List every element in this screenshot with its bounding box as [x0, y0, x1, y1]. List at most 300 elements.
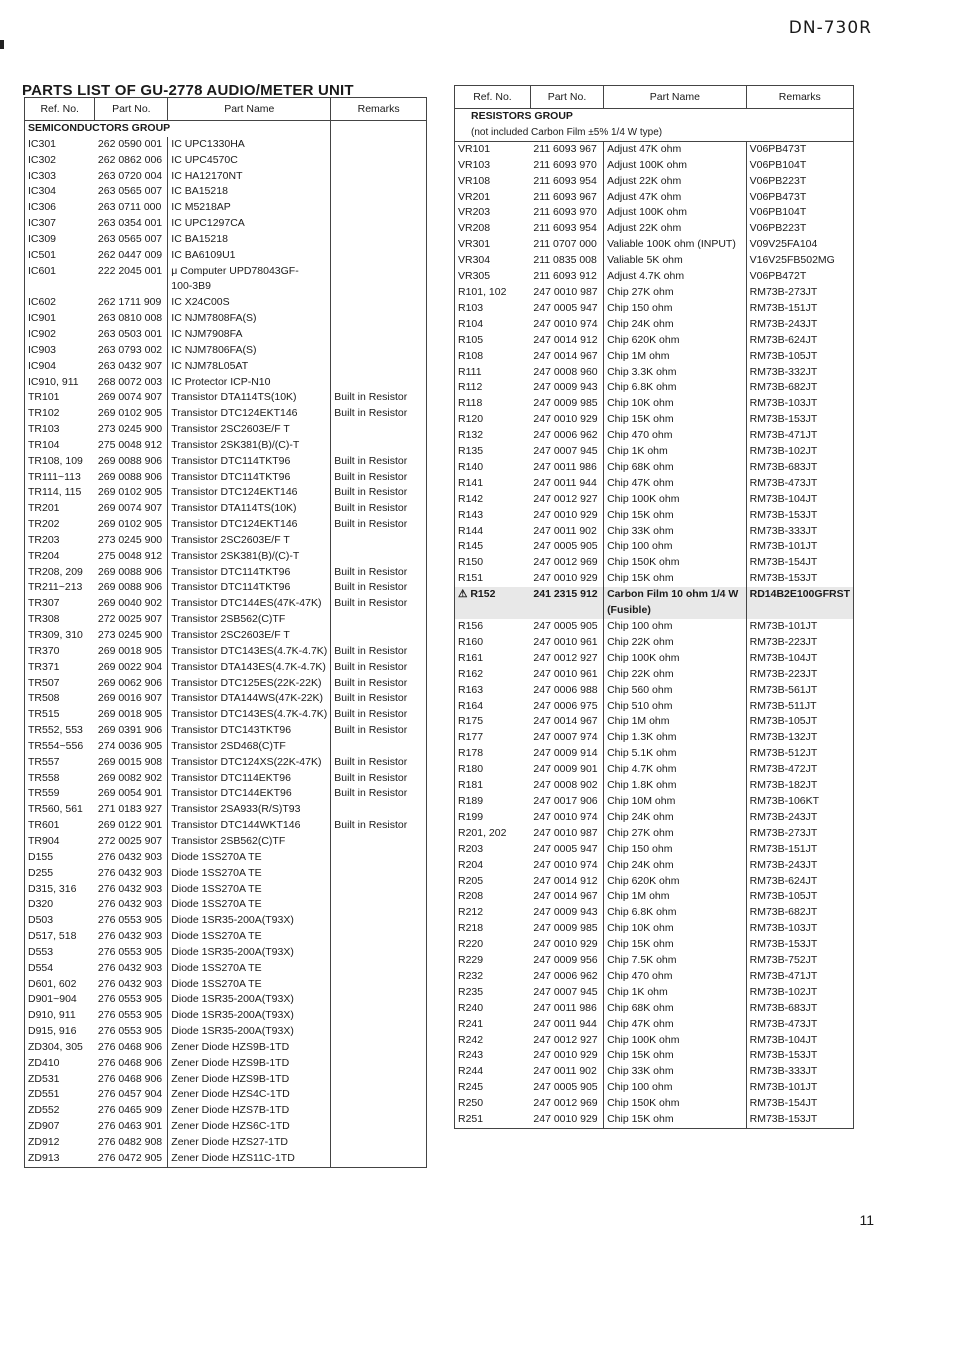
table-row: [455, 587, 854, 603]
col-part-header: Part No.: [95, 98, 168, 121]
ref-cell: IC306: [25, 200, 95, 216]
part-name-cell: Chip 47K ohm: [604, 476, 747, 492]
remarks-cell: RM73B-752JT: [746, 953, 853, 969]
table-row: [455, 205, 854, 221]
ref-cell: VR201: [455, 190, 531, 206]
part-name-cell: Chip 15K ohm: [604, 571, 747, 587]
table-row: [25, 248, 427, 264]
remarks-cell: RM73B-154JT: [746, 1096, 853, 1112]
part-no-cell: 269 0102 905: [95, 406, 168, 422]
part-name-cell: Transistor 2SC2603E/F T: [168, 533, 331, 549]
ref-cell: IC601: [25, 264, 95, 280]
group-heading: RESISTORS GROUP: [455, 109, 854, 125]
remarks-cell: [331, 264, 427, 280]
remarks-cell: [331, 929, 427, 945]
part-no-cell: 211 6093 967: [530, 141, 603, 157]
remarks-cell: RM73B-153JT: [746, 508, 853, 524]
ref-cell: D910, 911: [25, 1008, 95, 1024]
part-no-cell: 222 2045 001: [95, 264, 168, 280]
remarks-cell: RM73B-106KT: [746, 794, 853, 810]
ref-cell: R163: [455, 683, 531, 699]
part-name-cell: Adjust 47K ohm: [604, 190, 747, 206]
remarks-cell: RM73B-132JT: [746, 730, 853, 746]
table-row: [25, 533, 427, 549]
ref-cell: R232: [455, 969, 531, 985]
part-no-cell: 211 0707 000: [530, 237, 603, 253]
part-name-cell: Diode 1SS270A TE: [168, 961, 331, 977]
ref-cell: TR601: [25, 818, 95, 834]
table-row: [25, 137, 427, 153]
remarks-cell: [746, 603, 853, 619]
ref-cell: TR309, 310: [25, 628, 95, 644]
part-name-cell: Chip 68K ohm: [604, 1001, 747, 1017]
remarks-cell: [331, 438, 427, 454]
table-row: [25, 913, 427, 929]
table-row: [455, 253, 854, 269]
ref-cell: R120: [455, 412, 531, 428]
remarks-cell: [331, 850, 427, 866]
remarks-cell: RM73B-243JT: [746, 317, 853, 333]
ref-cell: D155: [25, 850, 95, 866]
remarks-cell: [331, 533, 427, 549]
part-name-cell: Transistor DTC143ES(4.7K-4.7K): [168, 707, 331, 723]
ref-cell: D553: [25, 945, 95, 961]
part-no-cell: 247 0010 974: [530, 858, 603, 874]
table-row: [25, 390, 427, 406]
table-row: [25, 232, 427, 248]
table-row: [25, 961, 427, 977]
remarks-cell: Built in Resistor: [331, 501, 427, 517]
table-row: [455, 1096, 854, 1112]
remarks-cell: RM73B-101JT: [746, 619, 853, 635]
remarks-cell: [331, 834, 427, 850]
ref-cell: R145: [455, 539, 531, 555]
ref-cell: IC301: [25, 137, 95, 153]
remarks-cell: RM73B-682JT: [746, 380, 853, 396]
remarks-cell: V06PB223T: [746, 174, 853, 190]
table-row: [455, 1017, 854, 1033]
ref-cell: R201, 202: [455, 826, 531, 842]
part-no-cell: 268 0072 003: [95, 375, 168, 391]
ref-cell: R150: [455, 555, 531, 571]
remarks-cell: RM73B-243JT: [746, 858, 853, 874]
ref-cell: VR203: [455, 205, 531, 221]
part-name-cell: Chip 47K ohm: [604, 1017, 747, 1033]
ref-cell: VR101: [455, 141, 531, 157]
part-name-cell: Chip 620K ohm: [604, 333, 747, 349]
table-row: [455, 428, 854, 444]
table-row: [455, 826, 854, 842]
table-row: [25, 755, 427, 771]
part-name-cell: Zener Diode HZS11C-1TD: [168, 1151, 331, 1167]
remarks-cell: RM73B-333JT: [746, 1064, 853, 1080]
table-row: [455, 730, 854, 746]
part-name-cell: Transistor 2SD468(C)TF: [168, 739, 331, 755]
ref-cell: R220: [455, 937, 531, 953]
part-no-cell: 247 0005 905: [530, 1080, 603, 1096]
part-no-cell: 269 0088 906: [95, 454, 168, 470]
part-no-cell: 211 6093 912: [530, 269, 603, 285]
part-no-cell: 247 0009 985: [530, 396, 603, 412]
part-no-cell: 247 0010 974: [530, 317, 603, 333]
part-no-cell: 247 0008 960: [530, 365, 603, 381]
table-row: [455, 969, 854, 985]
remarks-cell: V16V25FB502MG: [746, 253, 853, 269]
ref-cell: TR101: [25, 390, 95, 406]
ref-cell: TR102: [25, 406, 95, 422]
ref-cell: TR515: [25, 707, 95, 723]
ref-cell: ZD912: [25, 1135, 95, 1151]
table-row: [455, 905, 854, 921]
part-name-cell: Transistor DTC124EKT146: [168, 517, 331, 533]
table-row: [455, 714, 854, 730]
table-row: [455, 571, 854, 587]
remarks-cell: [331, 549, 427, 565]
table-row: [25, 1008, 427, 1024]
ref-cell: R218: [455, 921, 531, 937]
part-name-cell: Diode 1SR35-200A(T93X): [168, 1024, 331, 1040]
table-row: [25, 992, 427, 1008]
ref-cell: R241: [455, 1017, 531, 1033]
table-row: [25, 1056, 427, 1072]
part-no-cell: 247 0009 943: [530, 905, 603, 921]
part-name-cell: Chip 4.7K ohm: [604, 762, 747, 778]
table-row: [25, 1024, 427, 1040]
part-no-cell: 247 0012 969: [530, 555, 603, 571]
ref-cell: D517, 518: [25, 929, 95, 945]
table-row: [455, 460, 854, 476]
part-no-cell: 269 0015 908: [95, 755, 168, 771]
part-no-cell: 276 0432 903: [95, 961, 168, 977]
table-row: [455, 412, 854, 428]
part-name-cell: Chip 15K ohm: [604, 937, 747, 953]
ref-cell: TR308: [25, 612, 95, 628]
remarks-cell: RD14B2E100GFRST: [746, 587, 853, 603]
remarks-cell: Built in Resistor: [331, 470, 427, 486]
part-no-cell: 269 0016 907: [95, 691, 168, 707]
part-name-cell: IC M5218AP: [168, 200, 331, 216]
part-no-cell: 247 0011 902: [530, 1064, 603, 1080]
ref-cell: D503: [25, 913, 95, 929]
part-no-cell: 269 0122 901: [95, 818, 168, 834]
part-no-cell: 241 2315 912: [530, 587, 603, 603]
part-no-cell: 276 0553 905: [95, 913, 168, 929]
part-no-cell: 247 0011 986: [530, 460, 603, 476]
ref-cell: D601, 602: [25, 977, 95, 993]
part-no-cell: 262 1711 909: [95, 295, 168, 311]
remarks-cell: RM73B-102JT: [746, 444, 853, 460]
page-number: 11: [859, 1212, 874, 1228]
table-row: [455, 746, 854, 762]
ref-cell: R144: [455, 524, 531, 540]
table-row: [25, 1087, 427, 1103]
remarks-cell: RM73B-151JT: [746, 842, 853, 858]
part-name-cell: Transistor 2SK381(B)/(C)-T: [168, 549, 331, 565]
ref-cell: IC302: [25, 153, 95, 169]
part-name-cell: Diode 1SR35-200A(T93X): [168, 992, 331, 1008]
ref-cell: [25, 279, 95, 295]
table-row: [25, 882, 427, 898]
part-name-cell: Transistor DTC114TKT96: [168, 565, 331, 581]
ref-cell: R118: [455, 396, 531, 412]
table-row: [455, 158, 854, 174]
part-name-cell: Chip 510 ohm: [604, 699, 747, 715]
ref-cell: R132: [455, 428, 531, 444]
remarks-cell: RM73B-472JT: [746, 762, 853, 778]
part-name-cell: Transistor DTC114EKT96: [168, 771, 331, 787]
part-name-cell: IC BA15218: [168, 184, 331, 200]
ref-cell: TR108, 109: [25, 454, 95, 470]
part-no-cell: 247 0010 929: [530, 412, 603, 428]
remarks-cell: RM73B-104JT: [746, 492, 853, 508]
part-no-cell: 247 0011 944: [530, 1017, 603, 1033]
part-no-cell: 273 0245 900: [95, 422, 168, 438]
ref-cell: TR203: [25, 533, 95, 549]
remarks-cell: Built in Resistor: [331, 755, 427, 771]
table-row: [25, 153, 427, 169]
table-row: [455, 889, 854, 905]
part-no-cell: 247 0010 974: [530, 810, 603, 826]
part-no-cell: 211 6093 970: [530, 205, 603, 221]
remarks-cell: V09V25FA104: [746, 237, 853, 253]
remarks-cell: [331, 422, 427, 438]
part-no-cell: 276 0468 906: [95, 1072, 168, 1088]
part-no-cell: 211 6093 970: [530, 158, 603, 174]
ref-cell: TR371: [25, 660, 95, 676]
table-row: [455, 794, 854, 810]
part-name-cell: Chip 100K ohm: [604, 492, 747, 508]
part-name-cell: Transistor 2SC2603E/F T: [168, 422, 331, 438]
part-name-cell: IC NJM7808FA(S): [168, 311, 331, 327]
part-name-cell: Transistor DTC143ES(4.7K-4.7K): [168, 644, 331, 660]
ref-cell: TR104: [25, 438, 95, 454]
part-no-cell: 247 0010 929: [530, 508, 603, 524]
group-heading-row: [455, 109, 854, 125]
table-row: [455, 874, 854, 890]
part-no-cell: [95, 279, 168, 295]
col-remarks-header: Remarks: [331, 98, 427, 121]
remarks-cell: [331, 1040, 427, 1056]
remarks-cell: Built in Resistor: [331, 565, 427, 581]
remarks-cell: [331, 153, 427, 169]
remarks-cell: RM73B-243JT: [746, 810, 853, 826]
part-no-cell: 269 0088 906: [95, 565, 168, 581]
table-row: [455, 651, 854, 667]
ref-cell: IC501: [25, 248, 95, 264]
ref-cell: R160: [455, 635, 531, 651]
table-row: [25, 1040, 427, 1056]
remarks-cell: Built in Resistor: [331, 390, 427, 406]
table-row: [25, 977, 427, 993]
part-name-cell: Chip 1.3K ohm: [604, 730, 747, 746]
remarks-cell: [331, 200, 427, 216]
table-header: [455, 86, 854, 109]
remarks-cell: Built in Resistor: [331, 485, 427, 501]
table-row: [25, 375, 427, 391]
part-name-cell: Chip 150 ohm: [604, 301, 747, 317]
table-row: [455, 524, 854, 540]
ref-cell: R112: [455, 380, 531, 396]
ref-cell: R140: [455, 460, 531, 476]
table-row: [25, 850, 427, 866]
part-no-cell: 274 0036 905: [95, 739, 168, 755]
ref-cell: R105: [455, 333, 531, 349]
remarks-cell: RM73B-154JT: [746, 555, 853, 571]
part-name-cell: Chip 15K ohm: [604, 508, 747, 524]
part-name-cell: Valiable 5K ohm: [604, 253, 747, 269]
table-row: [25, 660, 427, 676]
table-row: [455, 301, 854, 317]
remarks-cell: [331, 977, 427, 993]
part-name-cell: Chip 100 ohm: [604, 539, 747, 555]
part-no-cell: 247 0006 962: [530, 969, 603, 985]
ref-cell: R180: [455, 762, 531, 778]
table-row: [25, 454, 427, 470]
part-no-cell: 211 0835 008: [530, 253, 603, 269]
table-row: [455, 619, 854, 635]
part-no-cell: 276 0432 903: [95, 866, 168, 882]
part-no-cell: 247 0010 961: [530, 635, 603, 651]
part-name-cell: Zener Diode HZS9B-1TD: [168, 1056, 331, 1072]
remarks-cell: Built in Resistor: [331, 676, 427, 692]
table-row: [25, 311, 427, 327]
remarks-cell: RM73B-151JT: [746, 301, 853, 317]
part-name-cell: Chip 1M ohm: [604, 349, 747, 365]
part-name-cell: Diode 1SS270A TE: [168, 977, 331, 993]
remarks-cell: [331, 137, 427, 153]
ref-cell: TR507: [25, 676, 95, 692]
col-ref-header: Ref. No.: [455, 86, 531, 109]
part-name-cell: Transistor DTC124EKT146: [168, 485, 331, 501]
ref-cell: TR552, 553: [25, 723, 95, 739]
part-no-cell: 276 0553 905: [95, 945, 168, 961]
remarks-cell: [331, 1151, 427, 1167]
col-remarks-header: Remarks: [746, 86, 853, 109]
part-no-cell: 247 0010 929: [530, 937, 603, 953]
part-no-cell: 247 0006 975: [530, 699, 603, 715]
table-row: [455, 555, 854, 571]
remarks-cell: [331, 897, 427, 913]
remarks-cell: [331, 169, 427, 185]
part-no-cell: 247 0007 945: [530, 985, 603, 1001]
remarks-cell: RM73B-473JT: [746, 1017, 853, 1033]
part-no-cell: 211 6093 967: [530, 190, 603, 206]
part-no-cell: 263 0720 004: [95, 169, 168, 185]
remarks-cell: [331, 279, 427, 295]
table-row: [455, 937, 854, 953]
ref-cell: R142: [455, 492, 531, 508]
remarks-cell: RM73B-471JT: [746, 969, 853, 985]
ref-cell: R205: [455, 874, 531, 890]
part-no-cell: 247 0008 902: [530, 778, 603, 794]
remarks-cell: RM73B-103JT: [746, 921, 853, 937]
table-row: [25, 929, 427, 945]
table-row: [25, 359, 427, 375]
remarks-cell: RM73B-105JT: [746, 889, 853, 905]
part-name-cell: IC NJM7806FA(S): [168, 343, 331, 359]
ref-cell: TR558: [25, 771, 95, 787]
remarks-cell: [331, 802, 427, 818]
remarks-cell: RM73B-273JT: [746, 285, 853, 301]
part-no-cell: 247 0007 974: [530, 730, 603, 746]
remarks-cell: RM73B-105JT: [746, 349, 853, 365]
ref-cell: ZD304, 305: [25, 1040, 95, 1056]
table-row: [25, 786, 427, 802]
remarks-cell: [331, 359, 427, 375]
remarks-cell: Built in Resistor: [331, 406, 427, 422]
part-name-cell: Chip 100 ohm: [604, 1080, 747, 1096]
table-row: [455, 603, 854, 619]
table-row: [455, 190, 854, 206]
part-name-cell: Transistor DTC114TKT96: [168, 470, 331, 486]
part-name-cell: Chip 1M ohm: [604, 889, 747, 905]
remarks-cell: [331, 295, 427, 311]
remarks-cell: [331, 184, 427, 200]
table-row: [455, 762, 854, 778]
remarks-cell: [331, 945, 427, 961]
part-name-cell: Chip 22K ohm: [604, 635, 747, 651]
part-name-cell: Zener Diode HZS27-1TD: [168, 1135, 331, 1151]
table-row: [25, 834, 427, 850]
part-name-cell: Adjust 4.7K ohm: [604, 269, 747, 285]
part-no-cell: 263 0711 000: [95, 200, 168, 216]
part-name-cell: Transistor DTC124EKT146: [168, 406, 331, 422]
table-header: [25, 98, 427, 121]
part-no-cell: 272 0025 907: [95, 834, 168, 850]
remarks-cell: RM73B-332JT: [746, 365, 853, 381]
ref-cell: R235: [455, 985, 531, 1001]
ref-cell: IC903: [25, 343, 95, 359]
table-row: [25, 1135, 427, 1151]
remarks-cell: [331, 1008, 427, 1024]
ref-cell: ZD551: [25, 1087, 95, 1103]
part-no-cell: 247 0014 967: [530, 349, 603, 365]
part-name-cell: Chip 1.8K ohm: [604, 778, 747, 794]
ref-cell: IC602: [25, 295, 95, 311]
table-row: [455, 683, 854, 699]
group-heading-row: [25, 121, 427, 137]
ref-cell: R143: [455, 508, 531, 524]
part-name-cell: Chip 1M ohm: [604, 714, 747, 730]
table-row: [25, 580, 427, 596]
remarks-cell: V06PB473T: [746, 190, 853, 206]
part-name-cell: Chip 24K ohm: [604, 810, 747, 826]
part-name-cell: Chip 24K ohm: [604, 858, 747, 874]
ref-cell: R181: [455, 778, 531, 794]
part-name-cell: Chip 10K ohm: [604, 921, 747, 937]
table-row: [455, 444, 854, 460]
part-name-cell: Chip 470 ohm: [604, 428, 747, 444]
part-no-cell: 247 0010 987: [530, 285, 603, 301]
part-no-cell: 269 0082 902: [95, 771, 168, 787]
table-row: [455, 237, 854, 253]
table-row: [455, 858, 854, 874]
part-name-cell: Adjust 22K ohm: [604, 221, 747, 237]
part-name-cell: Chip 3.3K ohm: [604, 365, 747, 381]
ref-cell: TR557: [25, 755, 95, 771]
table-row: [455, 842, 854, 858]
remarks-cell: [331, 327, 427, 343]
part-no-cell: 247 0009 943: [530, 380, 603, 396]
remarks-cell: [331, 1103, 427, 1119]
part-no-cell: 276 0553 905: [95, 992, 168, 1008]
part-name-cell: IC BA15218: [168, 232, 331, 248]
part-no-cell: 247 0010 961: [530, 667, 603, 683]
remarks-cell: [331, 1087, 427, 1103]
part-name-cell: 100-3B9: [168, 279, 331, 295]
ref-cell: R251: [455, 1112, 531, 1128]
part-name-cell: Chip 560 ohm: [604, 683, 747, 699]
